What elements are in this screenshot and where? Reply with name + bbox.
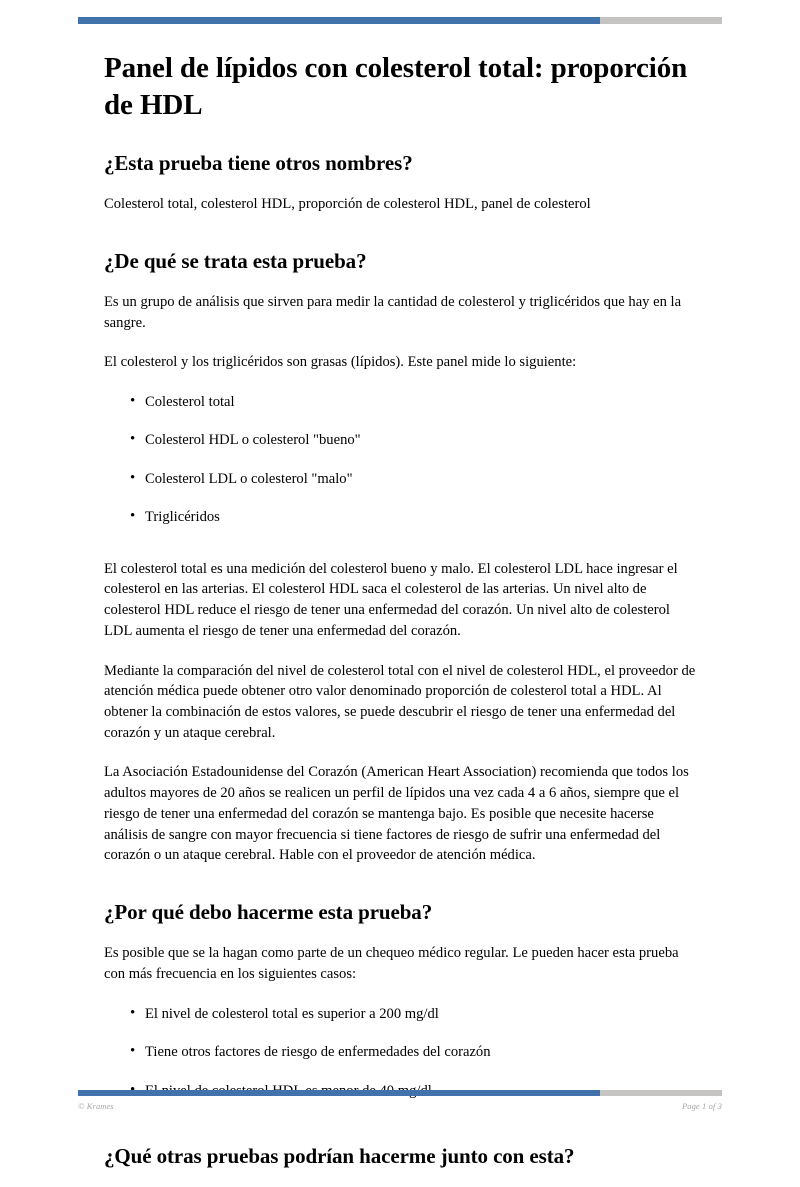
- lipid-panel-list: [104, 392, 696, 528]
- section-paragraph: Es posible que se la hagan como parte de un chequeo médico regular. Le pueden hacer esta prueba con más frecuencia en los siguientes casos:: [104, 945, 679, 983]
- header-rule-blue-segment: [78, 17, 600, 24]
- list-spacer: [104, 544, 696, 559]
- document-content: [104, 50, 696, 1187]
- list-item: • El nivel de colesterol total es superior a 200 mg/dl: [104, 1004, 696, 1024]
- footer-rule-gray-segment: [600, 1090, 722, 1096]
- list-item: • Colesterol LDL o colesterol "malo": [104, 469, 696, 489]
- page-footer: [78, 1101, 722, 1111]
- list-item: • Colesterol total: [104, 392, 696, 412]
- list-item: • Triglicéridos: [104, 507, 696, 527]
- section-paragraph: Mediante la comparación del nivel de colesterol total con el nivel de colesterol HDL, el proveedor de atención médica puede obtener otro valor denominado proporción de colesterol total a HDL. Al obtener la combinación de estos valores, se puede descubrir el riesgo de tener una enfermedad del corazón y un ataque cerebral.: [104, 662, 696, 741]
- section-spacer: [104, 1117, 696, 1141]
- section-heading-other-names: ¿Esta prueba tiene otros nombres?: [104, 150, 413, 175]
- page-title: Panel de lípidos con colesterol total: proporción de HDL: [104, 52, 688, 121]
- section-heading-other-tests: ¿Qué otras pruebas podrían hacerme junto con esta?: [104, 1144, 575, 1169]
- section-paragraph: Colesterol total, colesterol HDL, proporción de colesterol HDL, panel de colesterol: [104, 195, 591, 212]
- section-paragraph: El colesterol y los triglicéridos son grasas (lípidos). Este panel mide lo siguiente:: [104, 354, 577, 371]
- footer-copyright: © Krames: [78, 1101, 114, 1111]
- section-paragraph: Es un grupo de análisis que sirven para medir la cantidad de colesterol y triglicéridos que hay en la sangre.: [104, 293, 682, 331]
- section-heading-about-test: ¿De qué se trata esta prueba?: [104, 248, 367, 273]
- section-heading-why-test: ¿Por qué debo hacerme esta prueba?: [104, 900, 433, 925]
- header-rule: [78, 17, 722, 24]
- footer-page-number: Page 1 of 3: [681, 1101, 722, 1111]
- section-spacer: [104, 234, 696, 248]
- section-spacer: [104, 885, 696, 899]
- header-rule-gray-segment: [600, 17, 722, 24]
- reasons-list: [104, 1004, 696, 1101]
- list-item: • Tiene otros factores de riesgo de enfermedades del corazón: [104, 1042, 696, 1062]
- list-item: • Colesterol HDL o colesterol "bueno": [104, 430, 696, 450]
- footer-rule: [78, 1090, 722, 1096]
- footer-rule-blue-segment: [78, 1090, 600, 1096]
- section-paragraph: El colesterol total es una medición del colesterol bueno y malo. El colesterol LDL hace ingresar el colesterol en las arterias. El colesterol HDL saca el colesterol de las arterias. Un nivel alto de colesterol HDL reduce el riesgo de tener una enfermedad del corazón. Un nivel alto de colesterol LDL aumenta el riesgo de tener una enfermedad del corazón.: [104, 560, 678, 639]
- section-paragraph: La Asociación Estadounidense del Corazón (American Heart Association) recomienda que todos los adultos mayores de 20 años se realicen un perfil de lípidos una vez cada 4 a 6 años, siempre que el riesgo de tener una enfermedad del corazón se mantenga bajo. Es posible que necesite hacerse análisis de sangre con mayor frecuencia si tiene factores de riesgo de sufrir una enfermedad del corazón o un ataque cerebral. Hable con el proveedor de atención médica.: [104, 764, 689, 864]
